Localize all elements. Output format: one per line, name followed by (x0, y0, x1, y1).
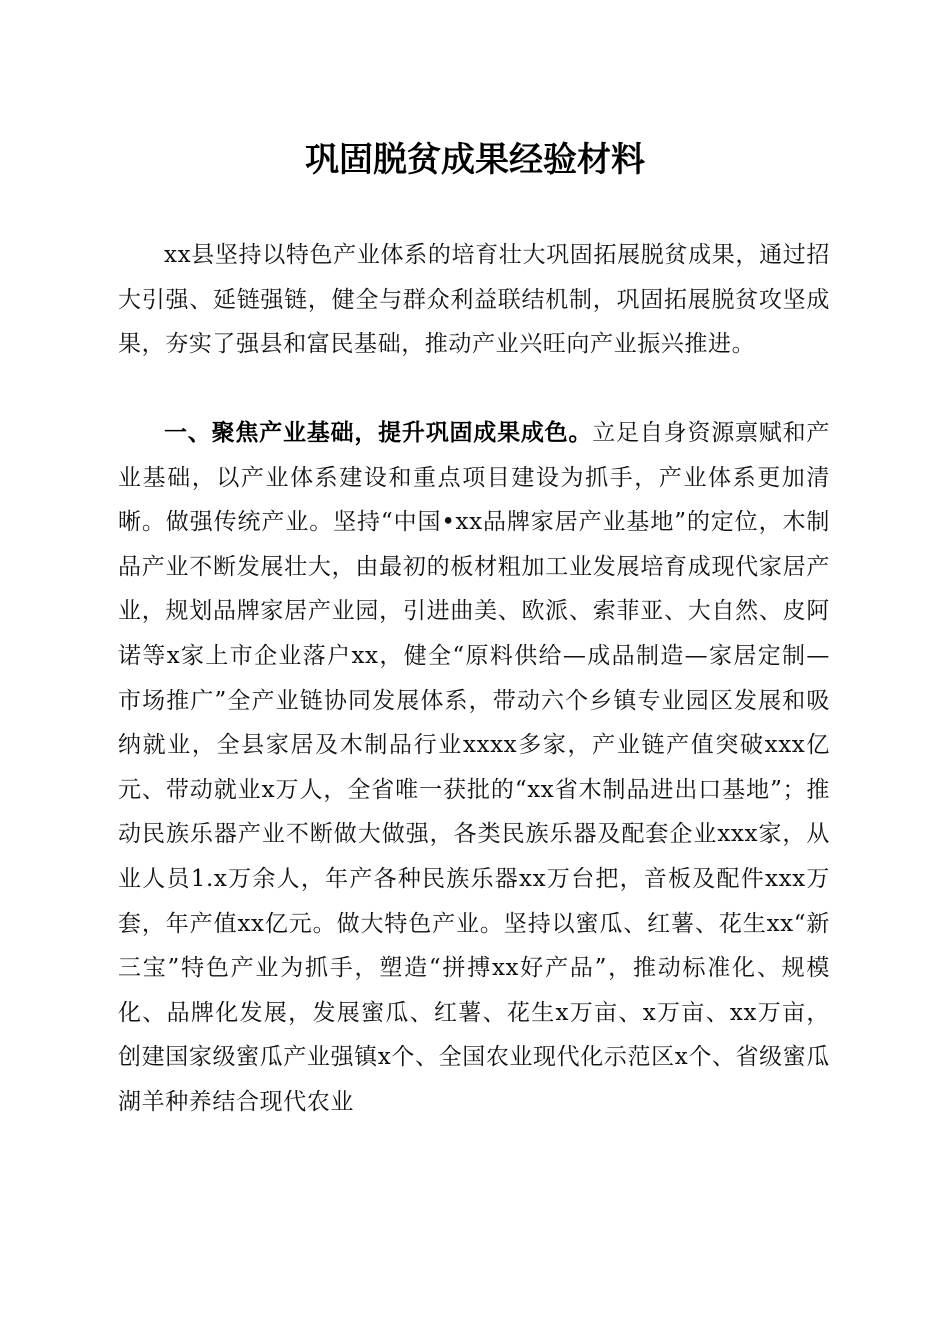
section-1-text: 立足自身资源禀赋和产业基础，以产业体系建设和重点项目建设为抓手，产业体系更加清晰。做强传统产业。坚持“中国•xx品牌家居产业基地”的定位，木制品产业不断发展壮大，由最初的板材粗加工业发展培育成现代家居产业，规划品牌家居产业园，引进曲美、欧派、索菲亚、大自然、皮阿诺等x家上市企业落户xx，健全“原料供给—成品制造—家居定制—市场推广”全产业链协同发展体系，带动六个乡镇专业园区发展和吸纳就业，全县家居及木制品行业xxxx多家，产业链产值突破xxx亿元、带动就业x万人，全省唯一获批的“xx省木制品进出口基地”；推动民族乐器产业不断做大做强，各类民族乐器及配套企业xxx家，从业人员1.x万余人，年产各种民族乐器xx万台把，音板及配件xxx万套，年产值xx亿元。做大特色产业。坚持以蜜瓜、红薯、花生xx“新三宝”特色产业为抓手，塑造“拼搏xx好产品”，推动标准化、规模化、品牌化发展，发展蜜瓜、红薯、花生x万亩、x万亩、xx万亩，创建国家级蜜瓜产业强镇x个、全国农业现代化示范区x个、省级蜜瓜湖羊种养结合现代农业 (118, 420, 830, 1115)
document-title: 巩固脱贫成果经验材料 (305, 140, 645, 180)
section-1-paragraph (118, 411, 830, 1125)
intro-paragraph: xx县坚持以特色产业体系的培育壮大巩固拓展脱贫成果，通过招大引强、延链强链，健全与群众利益联结机制，巩固拓展脱贫攻坚成果，夯实了强县和富民基础，推动产业兴旺向产业振兴推进。 (118, 242, 830, 358)
section-1-heading: 一、聚焦产业基础，提升巩固成果成色。 (164, 420, 593, 446)
